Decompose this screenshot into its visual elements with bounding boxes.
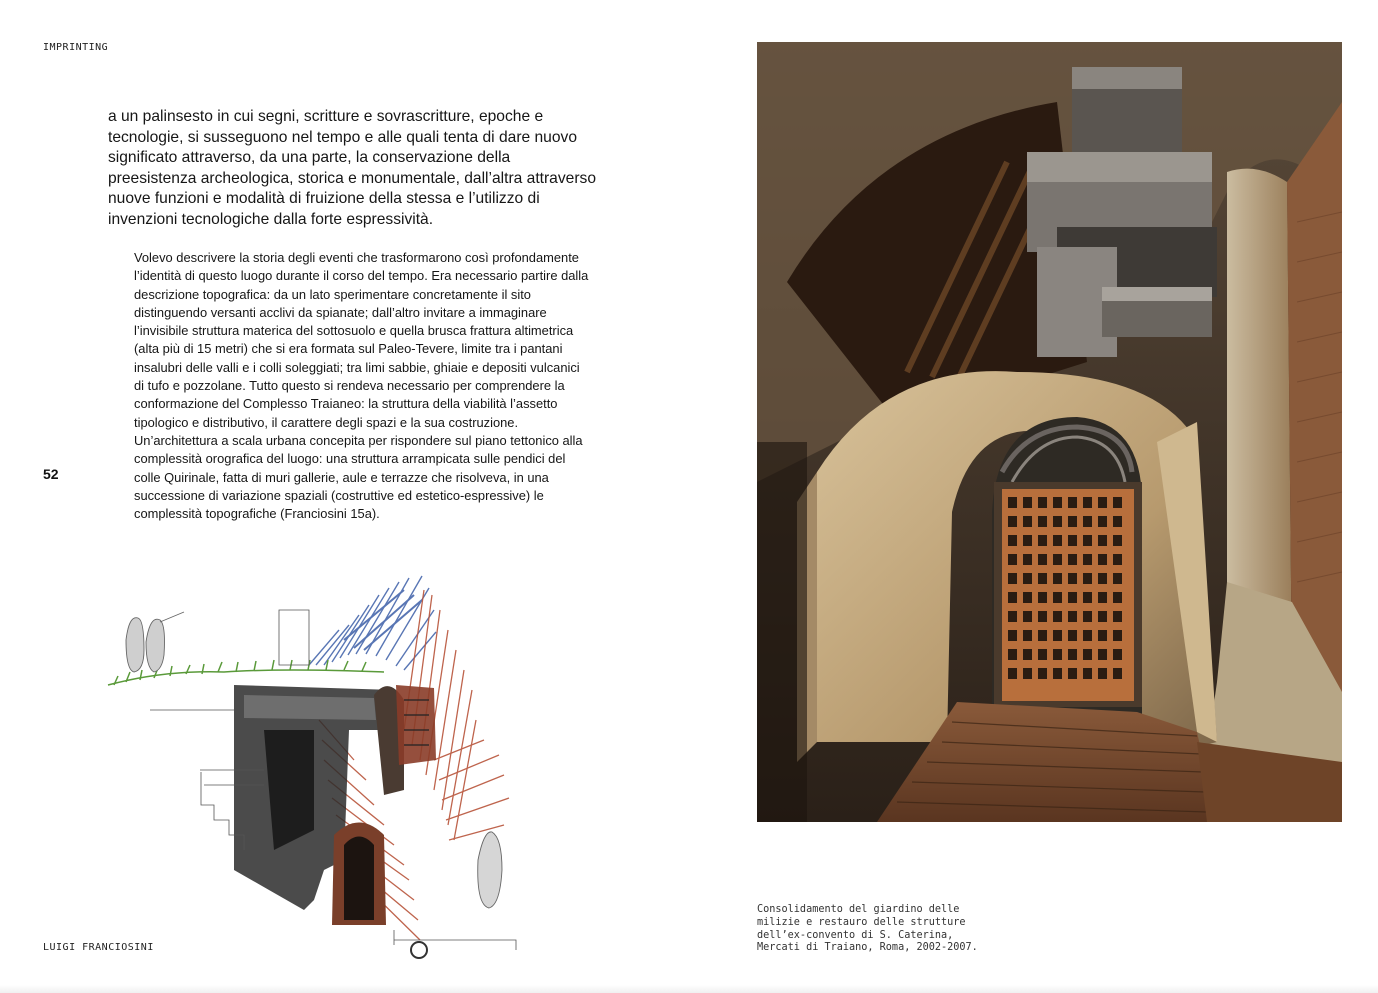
page-number: 52: [43, 466, 59, 482]
photo-caption: [757, 904, 1017, 955]
caption-line: dell’ex-convento di S. Caterina,: [757, 929, 954, 941]
architectural-sketch: [104, 570, 524, 965]
archaeological-photo: [757, 42, 1342, 822]
photo-illustration: [757, 42, 1342, 822]
running-head: IMPRINTING: [43, 42, 109, 53]
caption-line: Consolidamento del giardino delle: [757, 904, 960, 915]
author-footer: LUIGI FRANCIOSINI: [43, 942, 154, 953]
photo-door: [994, 482, 1142, 707]
caption-line: Mercati di Traiano, Roma, 2002-2007.: [757, 942, 978, 954]
sketch-sky-hatching: [309, 576, 436, 670]
sketch-wheel: [411, 942, 427, 958]
page-bottom-shadow: [0, 985, 1378, 993]
sketch-structure: [234, 685, 436, 925]
body-paragraph: a un palinsesto in cui segni, scritture e sovrascritture, epoche e tecnologie, si susseguono nel tempo e alle quali tenta di dare nuovo significato attraverso, da una parte, la conservazione della preesistenza archeologica, storica e monumentale, dall’altra attraverso nuove funzioni e modalità di fruizione della stessa e l’utilizzo di invenzioni tecnologiche dalla forte espressività.: [108, 108, 596, 228]
caption-line: milizie e restauro delle strutture: [757, 916, 966, 928]
quote-paragraph: Volevo descrivere la storia degli eventi che trasformarono così profondamente l’identità di questo luogo durante il corso del tempo. Era necessario partire dalla descrizione topografica: da un lato sperimentare concretamente il sito distinguendo versanti acclivi da spianate; dall’altro invitare a immaginare l’invisibile struttura materica del sottosuolo e quella brusca frattura altimetrica (alta più di 15 metri) che si era formata sul Paleo-Tevere, limite tra i pantani insalubri delle valli e i colli soleggiati; tra limi sabbie, ghiaie e depositi vulcanici di tufo e pozzolane. Tutto questo si rendeva necessario per comprendere la conformazione del Complesso Traianeo: la struttura della viabilità l’assetto tipologico e distributivo, il carattere degli spazi e la sua costruzione. Un’architettura a scala urbana concepita per rispondere sul piano tettonico alla complessità orografica del luogo: una struttura arrampicata sulle pendici del colle Quirinale, fatta di muri gallerie, aule e terrazze che risolveva, in una successione di variazione spaziali (costruttive ed estetico-espressive) le complessità topografiche (Franciosini 15a).: [134, 250, 589, 522]
